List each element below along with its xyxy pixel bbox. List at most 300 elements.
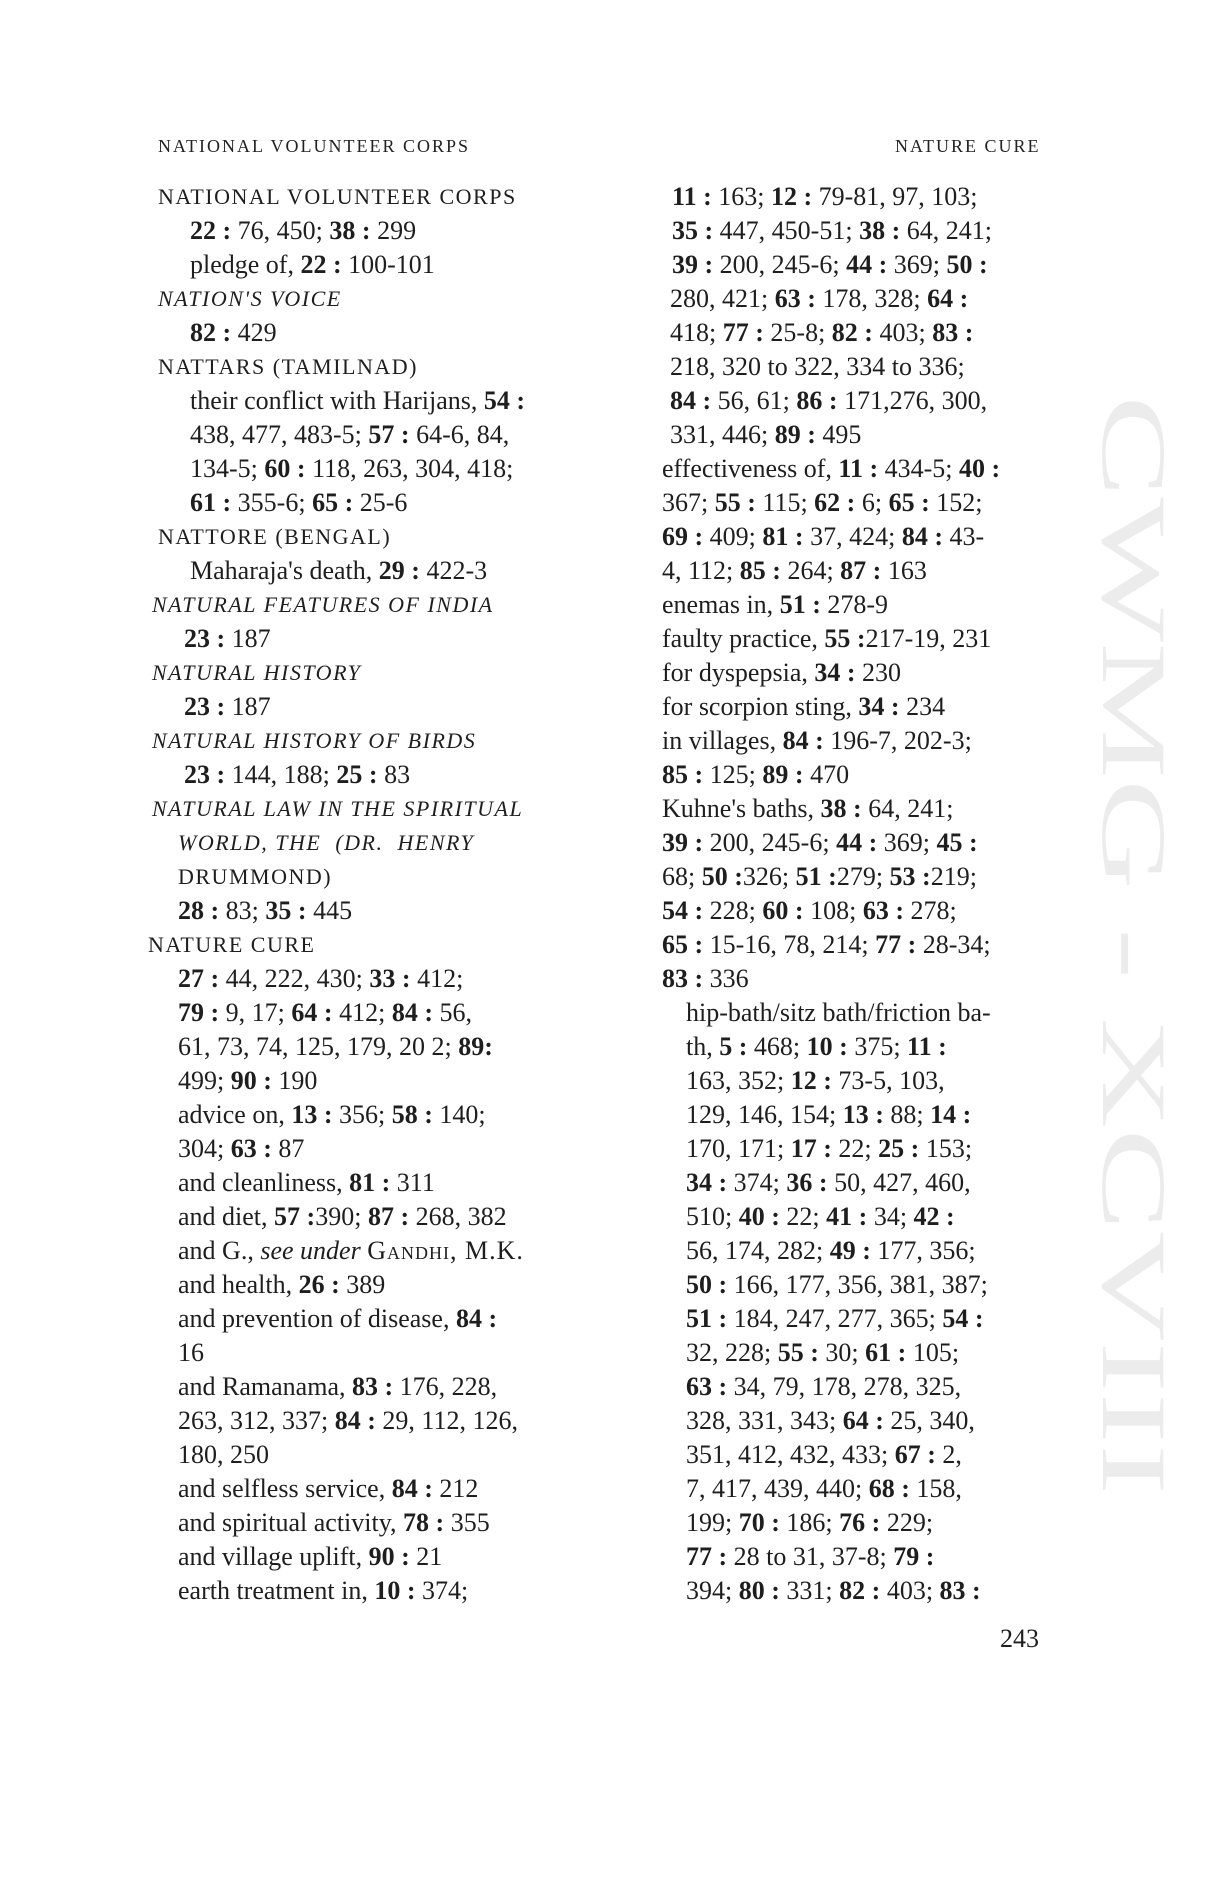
index-text: 190 [271,1066,318,1095]
index-line [658,554,1058,588]
index-text: 140; [432,1100,486,1129]
volume-number: 68 : [868,1474,910,1503]
volume-number: 39 : [672,250,714,279]
index-text: 144, 188; [225,760,337,789]
index-text: for scorpion sting, [662,692,859,721]
index-line [148,758,588,792]
index-text: 299 [370,216,417,245]
index-text: 88; [883,1100,931,1129]
index-line [148,214,588,248]
index-line [148,384,588,418]
index-line [658,724,1058,758]
volume-number: 35 : [672,216,714,245]
volume-number: 17 : [790,1134,832,1163]
index-text: 356; [332,1100,392,1129]
index-text: 412; [410,964,464,993]
index-text: and Ramanama, [178,1372,352,1401]
index-text: 83; [219,896,266,925]
index-line [658,350,1058,384]
index-line [658,894,1058,928]
index-line [658,928,1058,962]
volume-number: 89 : [762,760,804,789]
watermark [1060,395,1185,1505]
volume-number: 51 : [686,1304,728,1333]
volume-number: 84 : [391,998,433,1027]
index-text: 268, 382 [409,1202,507,1231]
volume-number: 64 : [842,1406,884,1435]
index-text: 280, 421; [670,284,775,313]
index-text: NATURAL FEATURES OF INDIA [152,592,494,617]
index-text: NATTORE (BENGAL) [158,524,392,549]
volume-number: 63 : [862,896,904,925]
index-line [658,656,1058,690]
volume-number: 84 : [455,1304,498,1333]
index-text: 263, 312, 337; [178,1406,335,1435]
index-line [148,826,588,860]
volume-number: 83 : [352,1372,394,1401]
index-text: 374; [415,1576,469,1605]
volume-number: 65 : [662,930,704,959]
index-line [658,622,1058,656]
index-line [148,554,588,588]
volume-number: 63 : [686,1372,728,1401]
index-text: 7, 417, 439, 440; [686,1474,869,1503]
volume-number: 83 : [932,318,974,347]
volume-number: 11 : [838,454,879,483]
index-text: 108; [803,896,863,925]
volume-number: 23 : [184,624,226,653]
index-text: 125; [703,760,763,789]
index-text: 25, 340, [883,1406,975,1435]
running-head-right: NATURE CURE [895,136,1041,156]
index-line [658,1506,1058,1540]
index-line [658,282,1058,316]
index-text: 178, 328; [815,284,928,313]
index-text: 187 [225,624,271,653]
index-text: 166, 177, 356, 381, 387; [727,1270,988,1299]
volume-number: 65 : [312,488,354,517]
index-text: NATTARS (TAMILNAD) [158,354,418,379]
index-text: 30; [818,1338,866,1367]
volume-number: 63 : [774,284,816,313]
index-line [658,1438,1058,1472]
volume-number: 28 : [178,896,220,925]
index-text: 219; [930,862,977,891]
volume-number: 10 : [806,1032,848,1061]
index-line [148,1370,588,1404]
index-text: 470 [803,760,850,789]
index-text: 234 [899,692,946,721]
index-text: 394; [686,1576,739,1605]
index-line [148,1574,588,1608]
index-text: 44, 222, 430; [219,964,370,993]
index-line [658,1574,1058,1608]
index-text: 403; [872,318,933,347]
index-line [658,1234,1058,1268]
volume-number: 57 : [368,420,410,449]
index-line [148,894,588,928]
index-text: 180, 250 [178,1440,269,1469]
index-line [658,1540,1058,1574]
index-text: see under [260,1236,361,1265]
volume-number: 67 : [894,1440,936,1469]
volume-number: 86 : [796,386,838,415]
index-text: 328, 331, 343; [686,1406,843,1435]
index-text: 158, [909,1474,962,1503]
index-text: 56, 174, 282; [686,1236,830,1265]
volume-number: 63 : [230,1134,272,1163]
index-text: 200, 245-6; [713,250,847,279]
volume-number: 25 : [336,760,378,789]
index-line [658,860,1058,894]
running-head-left: NATIONAL VOLUNTEER CORPS [158,136,471,156]
index-line [148,1200,588,1234]
volume-number: 84 : [391,1474,433,1503]
volume-number: 38 : [820,794,862,823]
index-text: 28-34; [916,930,991,959]
index-text: 218, 320 to 322, 334 to 336; [670,352,965,381]
index-text: 118, 263, 304, 418; [305,454,514,483]
index-line [148,418,588,452]
index-text: Kuhne's baths, [662,794,821,823]
volume-number: 34 : [814,658,856,687]
index-line [658,962,1058,996]
volume-number: 77 : [722,318,764,347]
index-text: 331, 446; [670,420,775,449]
volume-number: 81 : [349,1168,391,1197]
index-text: 447, 450-51; [713,216,860,245]
index-line [148,1064,588,1098]
volume-number: 54 : [483,386,526,415]
index-text: 510; [686,1202,739,1231]
volume-number: 27 : [178,964,220,993]
volume-number: 44 : [836,828,878,857]
index-text: and G., [178,1236,261,1265]
index-text: 212 [432,1474,479,1503]
index-text: and selfless service, [178,1474,392,1503]
index-text: 495 [815,420,862,449]
index-text: Maharaja's death, [190,556,379,585]
volume-number: 62 : [814,488,856,517]
index-line [658,1064,1058,1098]
index-line [148,1268,588,1302]
volume-number: 54 : [942,1304,984,1333]
index-line [148,792,588,826]
index-text: 163 [881,556,927,585]
volume-number: 57 : [274,1202,316,1231]
volume-number: 26 : [298,1270,340,1299]
index-text: 422-3 [419,556,488,585]
index-line [658,418,1058,452]
volume-number: 13 : [842,1100,884,1129]
index-text: 16 [178,1338,204,1367]
index-line [148,1506,588,1540]
index-line [658,1404,1058,1438]
volume-number: 58 : [391,1100,433,1129]
index-text: 25-6 [353,488,408,517]
volume-number: 10 : [374,1576,416,1605]
index-line [148,350,588,384]
index-text: 367; [662,488,715,517]
volume-number: 12 : [790,1066,832,1095]
index-text: 326; [742,862,796,891]
index-text: 418; [670,318,723,347]
index-text: and spiritual activity, [178,1508,404,1537]
volume-number: 11 : [672,182,712,211]
volume-number: 61 : [190,488,232,517]
index-text: 100-101 [341,250,435,279]
index-text: 115; [755,488,815,517]
volume-number: 60 : [762,896,804,925]
volume-number: 70 : [738,1508,780,1537]
index-text: 176, 228, [393,1372,498,1401]
index-text: and health, [178,1270,299,1299]
index-text: NATION'S VOICE [158,286,342,311]
watermark-text: CWMG - XCVIII [1083,395,1185,1055]
volume-number: 82 : [190,318,232,347]
index-text: 390; [315,1202,368,1231]
index-text: 79-81, 97, 103; [812,182,978,211]
volume-number: 79 : [893,1542,935,1571]
index-text: hip-bath/sitz bath/friction ba- [686,998,991,1027]
volume-number: 77 : [875,930,917,959]
index-text: 170, 171; [686,1134,791,1163]
index-text: 199; [686,1508,739,1537]
volume-number: 87 : [367,1202,410,1231]
index-text: 25-8; [763,318,832,347]
volume-number: 51 : [795,862,837,891]
index-text: 15-16, 78, 214; [703,930,876,959]
volume-number: 50 : [701,862,743,891]
index-text: 311 [390,1168,435,1197]
index-text: 2, [935,1440,962,1469]
index-text: 56, [432,998,472,1027]
volume-number: 34 : [686,1168,728,1197]
index-text: 264; [780,556,841,585]
index-text: 331; [779,1576,840,1605]
index-line [148,588,588,622]
volume-number: 22 : [300,250,342,279]
index-line [148,452,588,486]
index-line [658,486,1058,520]
volume-number: 29 : [378,556,420,585]
volume-number: 84 : [782,726,824,755]
index-text: 468; [747,1032,807,1061]
index-text: for dyspepsia, [662,658,815,687]
index-text: and village uplift, [178,1542,369,1571]
volume-number: 87 : [840,556,882,585]
index-line [148,656,588,690]
volume-number: 65 : [888,488,930,517]
index-line [658,1098,1058,1132]
volume-number: 49 : [829,1236,871,1265]
index-text: 279; [836,862,890,891]
index-text: NATURAL HISTORY OF BIRDS [152,728,477,753]
index-text: 177, 356; [870,1236,976,1265]
volume-number: 42 : [913,1202,955,1231]
volume-number: 23 : [184,760,226,789]
index-text: 56, 61; [711,386,797,415]
index-text: 369; [887,250,947,279]
volume-number: 40 : [959,454,1001,483]
index-text: effectiveness of, [662,454,839,483]
volume-number: 5 : [719,1032,748,1061]
index-text: 34, 79, 178, 278, 325, [727,1372,962,1401]
index-text: 43- [942,522,985,551]
index-text: 129, 146, 154; [686,1100,843,1129]
volume-number: 60 : [264,454,306,483]
index-line [658,1370,1058,1404]
index-line [658,1302,1058,1336]
volume-number: 50 : [686,1270,728,1299]
volume-number: 61 : [865,1338,907,1367]
index-line [658,214,1058,248]
index-line [658,1132,1058,1166]
index-text: 403; [880,1576,940,1605]
index-text: 230 [855,658,902,687]
volume-number: 82 : [839,1576,881,1605]
index-line [148,1336,588,1370]
index-line [658,826,1058,860]
index-text: 6; [855,488,889,517]
index-text: 445 [306,896,353,925]
index-text: 163, 352; [686,1066,791,1095]
index-text: 163; [711,182,771,211]
volume-number: 64 : [291,998,333,1027]
volume-number: 85 : [662,760,704,789]
index-text: 22; [831,1134,879,1163]
index-text: advice on, [178,1100,292,1129]
volume-number: 50 : [946,250,988,279]
volume-number: 64 : [927,284,969,313]
volume-number: 81 : [762,522,804,551]
volume-number: 25 : [878,1134,920,1163]
volume-number: 89 : [774,420,816,449]
volume-number: 84 : [334,1406,376,1435]
index-line [148,1540,588,1574]
index-line [148,282,588,316]
index-line [658,758,1058,792]
index-line [658,452,1058,486]
index-text: 412; [332,998,392,1027]
index-line [148,1098,588,1132]
volume-number: 90 : [368,1542,410,1571]
index-line [148,1166,588,1200]
index-text: and cleanliness, [178,1168,350,1197]
index-text: 434-5; [878,454,960,483]
index-text: 278-9 [820,590,889,619]
index-text: 184, 247, 277, 365; [727,1304,943,1333]
index-text: 4, 112; [662,556,740,585]
volume-number: 55 : [714,488,756,517]
index-line [658,1268,1058,1302]
index-text: 32, 228; [686,1338,778,1367]
volume-number: 54 : [662,896,704,925]
volume-number: 41 : [826,1202,868,1231]
volume-number: 38 : [859,216,901,245]
index-text: 64-6, 84, [409,420,510,449]
index-text: 64, 241; [900,216,992,245]
index-line [148,520,588,554]
index-text: 171,276, 300, [837,386,988,415]
index-text: 152; [929,488,983,517]
index-text: NATIONAL VOLUNTEER CORPS [158,184,517,209]
index-line [658,1166,1058,1200]
index-text: 37, 424; [803,522,902,551]
index-line [148,690,588,724]
index-text: 28 to 31, 37-8; [727,1542,894,1571]
volume-number: 69 : [662,522,704,551]
volume-number: 83 : [662,964,704,993]
index-text: 409; [703,522,763,551]
index-line [148,1132,588,1166]
index-text: 355-6; [231,488,313,517]
index-line [148,1302,588,1336]
volume-number: 55 : [777,1338,819,1367]
index-text: 374; [727,1168,787,1197]
index-line [658,248,1058,282]
index-text: 355 [444,1508,490,1537]
index-text: 83 [377,760,411,789]
index-text: 429 [231,318,277,347]
index-line [148,622,588,656]
index-line [148,1030,588,1064]
volume-number: 33 : [369,964,411,993]
volume-number: 90 : [230,1066,272,1095]
volume-number: 82 : [831,318,873,347]
volume-number: 89: [458,1032,493,1061]
volume-number: 84 : [670,386,712,415]
index-text: 389 [339,1270,386,1299]
index-text: 105; [906,1338,960,1367]
index-line [148,1438,588,1472]
volume-number: 79 : [178,998,220,1027]
index-text: their conflict with Harijans, [190,386,484,415]
index-text: NATURE CURE [148,932,316,957]
index-text: 9, 17; [219,998,292,1027]
index-text: 76, 450; [231,216,330,245]
index-text: 336 [703,964,749,993]
index-line [658,520,1058,554]
index-line [148,1234,588,1268]
index-text: 64, 241; [861,794,954,823]
index-line [148,180,588,214]
index-text: 134-5; [190,454,265,483]
index-text: enemas in, [662,590,780,619]
volume-number: 45 : [936,828,978,857]
index-text: 304; [178,1134,231,1163]
volume-number: 39 : [662,828,704,857]
index-text: DRUMMOND) [178,864,333,889]
index-column-left [148,180,588,1608]
index-text: pledge of, [190,250,301,279]
index-line [658,588,1058,622]
index-line [658,792,1058,826]
index-text: 186; [779,1508,840,1537]
index-line [658,316,1058,350]
volume-number: 78 : [403,1508,445,1537]
volume-number: 12 : [770,182,813,211]
volume-number: 23 : [184,692,226,721]
volume-number: 36 : [786,1168,828,1197]
volume-number: 13 : [291,1100,333,1129]
index-text: 22; [779,1202,827,1231]
index-text: 217-19, 231 [865,624,992,653]
index-text: WORLD, THE (DR. HENRY [178,830,475,855]
index-line [148,962,588,996]
index-text: 73-5, 103, [831,1066,945,1095]
index-line [658,180,1058,214]
